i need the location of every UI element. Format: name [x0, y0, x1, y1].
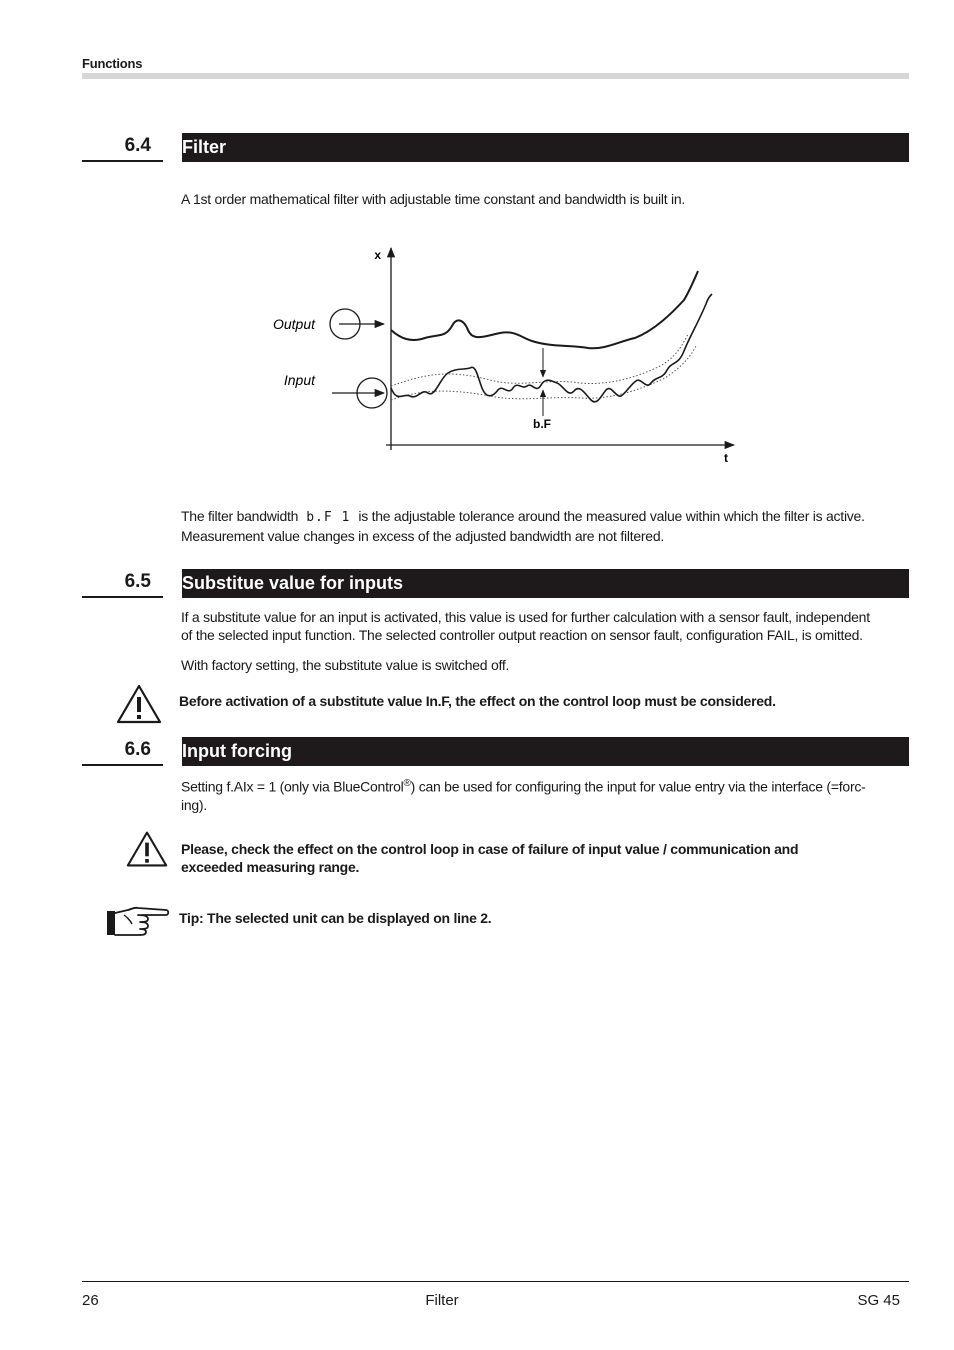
section-number-6-4: 6.4: [82, 132, 163, 162]
lcd-parameter: b.F 1: [306, 510, 351, 525]
bandwidth-text-post: is the adjustable tolerance around the measured value within which the filter is active.: [358, 508, 865, 524]
forcing-text-b: ) can be used for configuring the input for value entry via the interface (=forc-: [410, 778, 866, 795]
bandwidth-text-line2: Measurement value changes in excess of the adjusted bandwidth are not filtered.: [181, 528, 664, 544]
band-label: b.F: [533, 417, 551, 431]
section-title-substitute: Substitue value for inputs: [182, 569, 909, 598]
section-title-input-forcing: Input forcing: [182, 737, 909, 766]
bandwidth-text-pre: The filter bandwidth: [181, 508, 299, 524]
footer-chapter: Filter: [425, 1292, 459, 1309]
footer-rule: [82, 1281, 909, 1282]
output-curve: [391, 271, 698, 348]
filter-bandwidth-paragraph: [181, 507, 903, 545]
input-label: Input: [283, 372, 315, 388]
filter-intro: A 1st order mathematical filter with adjustable time constant and bandwidth is built in.: [181, 191, 686, 207]
input-forcing-paragraph: [181, 775, 903, 814]
section-number-6-6: 6.6: [82, 736, 163, 766]
header-rule: [82, 73, 909, 79]
section-number-6-5: 6.5: [82, 568, 163, 598]
pointing-hand-icon: [104, 904, 170, 940]
forcing-warning-line-2: exceeded measuring range.: [181, 859, 360, 875]
y-axis-label: x: [374, 248, 381, 262]
warning-icon: [116, 684, 162, 724]
page-number: 26: [82, 1292, 99, 1309]
input-curve: [391, 294, 712, 402]
tip-text: Tip: The selected unit can be displayed on line 2.: [179, 910, 492, 926]
filter-diagram: [260, 238, 750, 470]
substitute-warning: Before activation of a substitute value In.F, the effect on the control loop must be considered.: [179, 693, 776, 709]
output-label: Output: [272, 316, 315, 332]
forcing-warning: [181, 840, 903, 876]
running-header: Functions: [82, 56, 143, 71]
section-title-filter: Filter: [182, 133, 909, 162]
band-upper-line: [391, 334, 688, 386]
registered-mark: ®: [403, 778, 411, 789]
footer-product: SG 45: [857, 1292, 900, 1309]
substitute-line-2: of the selected input function. The selected controller output reaction on sensor fault, configuration FAIL, is omitted.: [181, 627, 863, 643]
substitute-paragraph-2: With factory setting, the substitute value is switched off.: [181, 657, 510, 673]
warning-icon: [126, 830, 168, 868]
substitute-paragraph-1: [181, 608, 903, 644]
x-axis-label: t: [724, 451, 728, 465]
forcing-text-c: ing).: [181, 796, 207, 813]
forcing-text-a: Setting f.AIx = 1 (only via BlueControl: [181, 778, 404, 795]
substitute-line-1: If a substitute value for an input is activated, this value is used for further calculation with a sensor fault, independent: [181, 609, 870, 625]
forcing-warning-line-1: Please, check the effect on the control loop in case of failure of input value / communication and: [181, 841, 799, 857]
